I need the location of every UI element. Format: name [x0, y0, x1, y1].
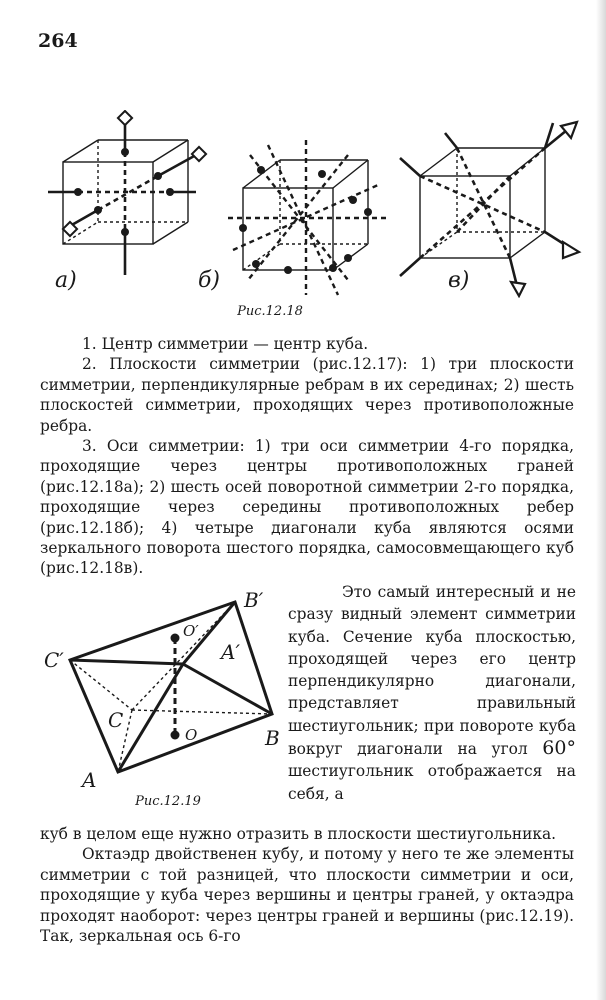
figure-label-c: в) — [448, 268, 470, 293]
page-edge-shadow — [596, 0, 606, 1000]
figure-12-19 — [40, 590, 290, 790]
octahedron-paragraph: Октаэдр двойственен кубу, и потому у него те же элементы симметрии с той разницей, что плоскости симметрии и оси, проходящие у куба через вершины и центры граней, у октаэдра проходят наоборот: через центры граней и вершины (рис.12.19). Так, зеркальная ось 6-го — [40, 845, 574, 946]
point-c: C — [108, 708, 124, 732]
cube-2fold-axes-diagram — [228, 140, 398, 300]
figure-12-18b — [228, 140, 398, 300]
item-1: 1. Центр симметрии — центр куба. — [82, 335, 369, 353]
cube-4fold-axes-diagram — [48, 110, 218, 280]
cube-sections-diagram — [40, 590, 290, 790]
item-2: 2. Плоскости симметрии (рис.12.17): 1) три плоскости симметрии, перпендикулярные ребрам в их серединах; 2) шесть плоскостей симметрии, проходящих через противоположные ребра. — [40, 355, 574, 435]
figure-12-19-caption: Рис.12.19 — [135, 794, 201, 809]
point-a: A — [82, 768, 97, 792]
figure-label-a: а) — [55, 268, 77, 293]
continuation-text — [40, 824, 574, 946]
continuation-line: куб в целом еще нужно отразить в плоскости шестиугольника. — [40, 825, 557, 843]
cube-diagonal-axes-diagram — [395, 118, 585, 298]
point-o: O — [185, 726, 198, 744]
point-o-prime: O′ — [183, 622, 199, 640]
side-text-part-b: шестиугольник отображается на себя, а — [288, 762, 576, 803]
figure-label-b: б) — [198, 268, 221, 293]
item-3: 3. Оси симметрии: 1) три оси симметрии 4-го порядка, проходящие через центры противоположных граней (рис.12.18а); 2) шесть осей поворотной симметрии 2-го порядка, проходящие через середины противоположных ребер (рис.12.18б); 4) четыре диагонали куба являются осями зеркального поворота шестого порядка, самосовмещающего куб (рис.12.18в). — [40, 437, 574, 578]
point-c-prime: C′ — [44, 648, 64, 672]
main-text — [40, 334, 574, 579]
side-text — [288, 581, 576, 805]
point-b-prime: B′ — [244, 588, 264, 612]
figure-12-18-caption: Рис.12.18 — [237, 304, 303, 319]
page-number: 264 — [38, 30, 78, 52]
point-b: B — [265, 726, 280, 750]
side-paragraph — [288, 581, 576, 805]
figure-12-18c — [395, 118, 585, 298]
rotation-angle: 60° — [542, 737, 576, 760]
point-a-prime: A′ — [221, 640, 240, 664]
figure-12-18a — [48, 110, 218, 280]
side-text-part-a: Это самый интересный и не сразу видный элемент симметрии куба. Сечение куба плоскостью, проходящей через его центр перпендикулярно диагонали, представляет правильный шестиугольник; при повороте куба вокруг диагонали на угол — [288, 583, 576, 759]
